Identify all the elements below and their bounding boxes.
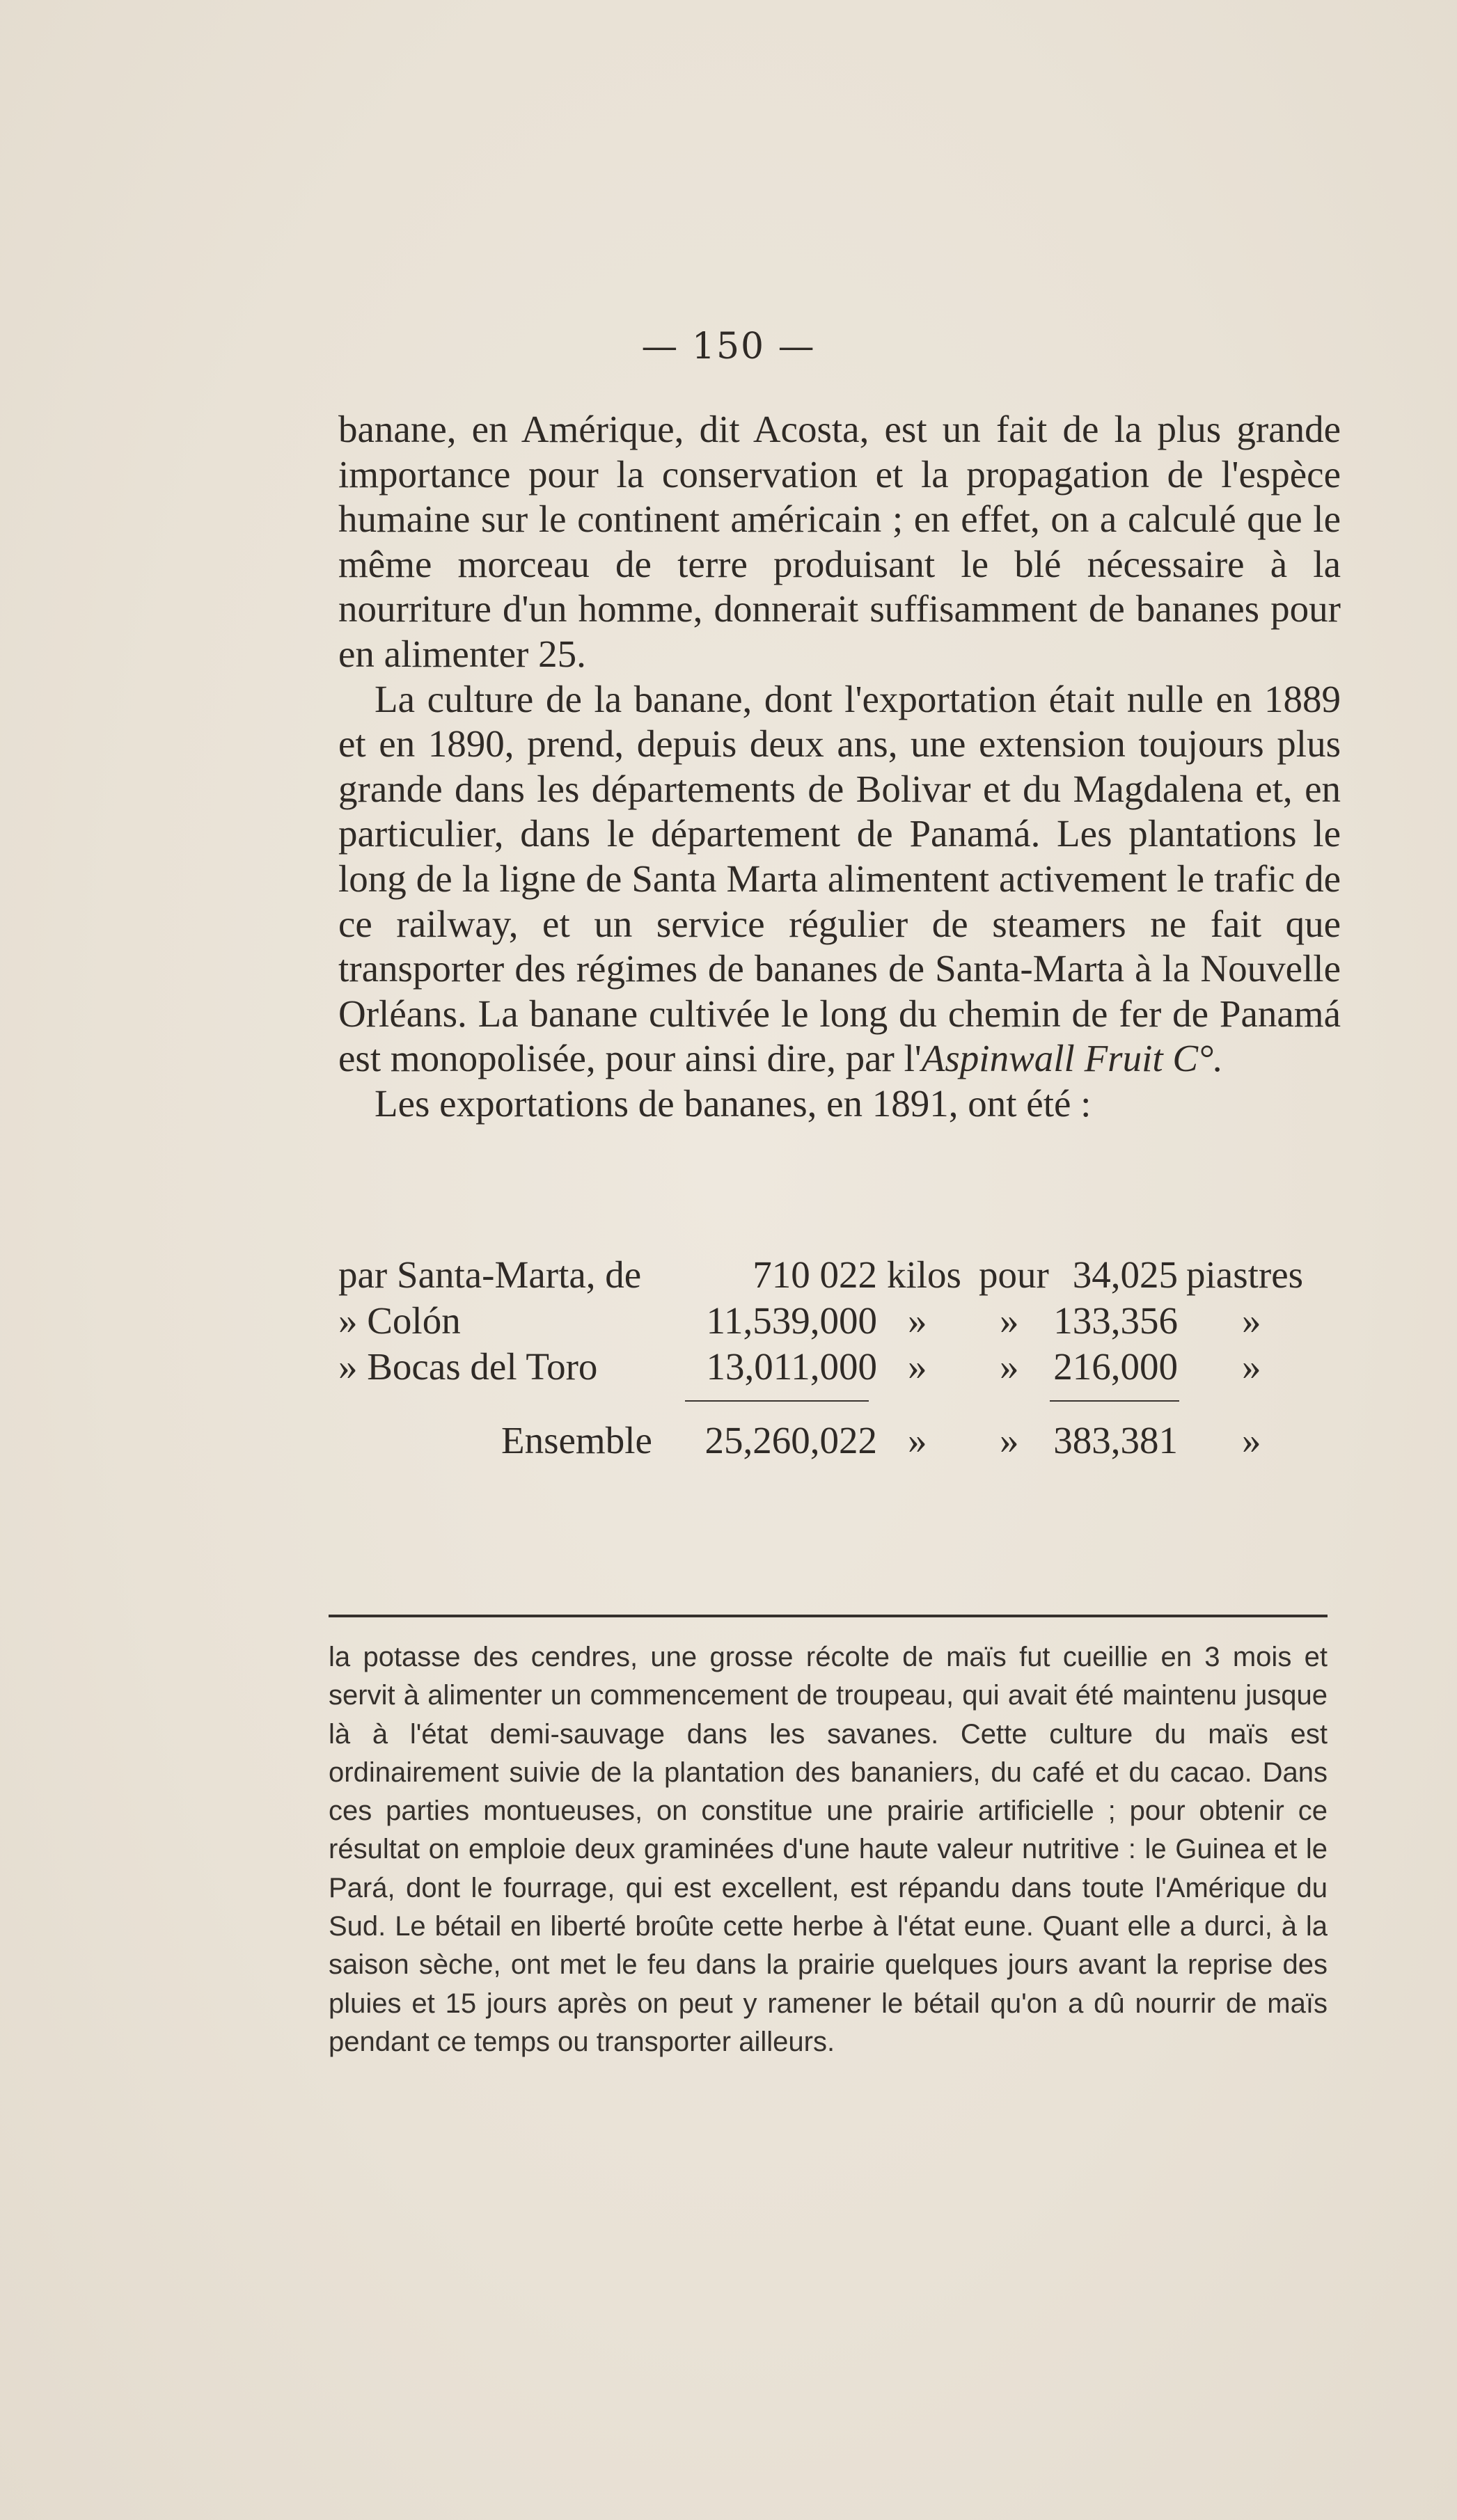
company-name: Aspinwall Fruit C°. — [921, 1037, 1223, 1080]
row-bocas-kilos: 13,011,000 — [706, 1345, 877, 1388]
page-number: — 150 — — [641, 326, 816, 367]
row-bocas-label: » Bocas del Toro — [338, 1345, 598, 1388]
total-piastres: 383,381 — [1053, 1419, 1178, 1461]
row-colon-piastres-unit: » — [1242, 1299, 1261, 1342]
row-colon-kilos-unit: » — [908, 1299, 927, 1342]
paragraph-1: banane, en Amérique, dit Acosta, est un fait de la plus grande importance pour la conservation et la propagation de l'espèce humaine sur le continent américain ; en effet, on a calculé que le même morceau de terre produisant le blé nécessaire à la nourriture d'un homme, donnerait suffisamment de bananes pour en alimenter 25. — [338, 408, 1341, 675]
row-santa-marta-piastres-unit: piastres — [1186, 1253, 1304, 1296]
paragraph-2-text: La culture de la banane, dont l'exportation était nulle en 1889 et en 1890, prend, depuis deux ans, une extension toujours plus grande dans les départements de Bolivar et du Magdalena et, en particulier, dans le département de Panamá. Les plantations le long de la ligne de Santa Marta alimentent activement le trafic de ce railway, et un service régulier de steamers ne fait que transporter des régimes de bananes de Santa-Marta à la Nouvelle Orléans. La banane cultivée le long du chemin de fer de Panamá est monopolisée, pour ainsi dire, par l' — [338, 677, 1341, 1080]
row-bocas-kilos-unit: » — [908, 1345, 927, 1388]
row-colon-pour: » — [1000, 1299, 1019, 1342]
total-kilos: 25,260,022 — [704, 1419, 877, 1461]
total-piastres-unit: » — [1242, 1419, 1261, 1461]
kilos-sum-rule — [685, 1400, 869, 1402]
exports-table — [338, 1253, 1341, 1489]
piastres-sum-rule — [1050, 1400, 1179, 1402]
total-pour: » — [1000, 1419, 1019, 1461]
footnote-divider — [329, 1615, 1328, 1617]
paragraph-3: Les exportations de bananes, en 1891, ont été : — [375, 1081, 1092, 1125]
row-santa-marta-pour: pour — [979, 1253, 1049, 1296]
row-santa-marta-kilos-unit: kilos — [887, 1253, 961, 1296]
row-santa-marta-label: par Santa-Marta, de — [338, 1253, 642, 1296]
footnote — [329, 1638, 1328, 2061]
main-text — [338, 407, 1341, 1127]
row-colon-label: » Colón — [338, 1299, 461, 1342]
footnote-text: la potasse des cendres, une grosse récolte de maïs fut cueillie en 3 mois et servit à alimenter un commencement de troupeau, qui avait été maintenu jusque là à l'état demi-sauvage dans les savanes. Cette culture du maïs est ordinairement suivie de la plantation des bananiers, du café et du cacao. Dans ces parties montueuses, on constitue une prairie artificielle ; pour obtenir ce résultat on emploie deux graminées d'une haute valeur nutritive : le Guinea et le Pará, dont le fourrage, qui est excellent, est répandu dans toute l'Amérique du Sud. Le bétail en liberté broûte cette herbe à l'état eune. Quant elle a durci, à la saison sèche, ont met le feu dans la prairie quelques jours avant la reprise des pluies et 15 jours après on peut y ramener le bétail qu'on a dû nourrir de maïs pendant ce temps ou transporter ailleurs. — [329, 1642, 1328, 2057]
row-bocas-piastres-unit: » — [1242, 1345, 1261, 1388]
total-kilos-unit: » — [908, 1419, 927, 1461]
row-bocas-pour: » — [1000, 1345, 1019, 1388]
row-colon-kilos: 11,539,000 — [706, 1299, 877, 1342]
row-santa-marta-piastres: 34,025 — [1072, 1253, 1178, 1296]
paragraph-2 — [338, 677, 1341, 1081]
total-label: Ensemble — [501, 1419, 652, 1461]
row-colon-piastres: 133,356 — [1053, 1299, 1178, 1342]
row-santa-marta-kilos: 710 022 — [753, 1253, 877, 1296]
row-bocas-piastres: 216,000 — [1053, 1345, 1178, 1388]
